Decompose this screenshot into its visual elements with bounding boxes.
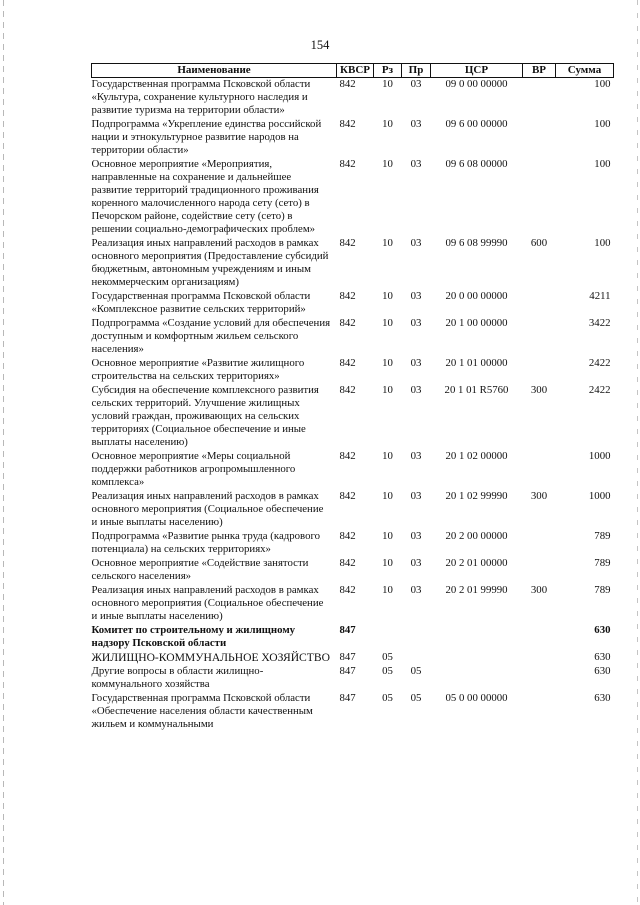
scan-edge-right: [637, 0, 638, 905]
row-kvsr: 842: [339, 557, 356, 569]
row-vr: [523, 651, 556, 665]
row-sum: 100: [594, 118, 611, 130]
row-rz: 10: [382, 490, 393, 502]
table-row: [92, 450, 614, 490]
row-pr: 03: [410, 290, 422, 302]
row-sum: 4211: [589, 290, 611, 302]
table-row: [92, 490, 614, 530]
row-kvsr: 842: [339, 384, 356, 396]
row-rz: 10: [382, 118, 393, 130]
row-csr: 05 0 00 00000: [445, 692, 508, 704]
budget-table: [91, 63, 614, 732]
row-rz: 05: [382, 651, 393, 663]
row-vr: [523, 665, 556, 692]
scan-edge-left: [3, 0, 4, 905]
row-pr: 03: [410, 557, 422, 569]
row-sum: 1000: [588, 450, 611, 462]
header-name: Наименование: [92, 64, 337, 78]
row-name: Подпрограмма «Развитие рынка труда (кадрового потенциала) на сельских территориях»: [91, 530, 321, 555]
row-sum: 630: [594, 624, 611, 636]
header-rz: Рз: [374, 64, 402, 78]
table-row: [92, 651, 614, 665]
row-sum: 100: [594, 237, 611, 249]
row-csr: 20 2 01 99990: [445, 584, 508, 596]
row-kvsr: 847: [339, 692, 356, 704]
row-name: Реализация иных направлений расходов в рамках основного мероприятия (Социальное обеспечение и иные выплаты населению): [91, 584, 324, 622]
row-rz: 10: [382, 557, 393, 569]
row-name: Государственная программа Псковской области «Обеспечение населения области качественным жильем и коммунальными: [91, 692, 313, 730]
row-name: Основное мероприятие «Меры социальной поддержки работников агропромышленного комплекса»: [91, 450, 296, 488]
row-kvsr: 847: [339, 651, 356, 663]
row-name: Основное мероприятие «Содействие занятости сельского населения»: [91, 557, 309, 582]
header-sum: Сумма: [556, 64, 614, 78]
row-kvsr: 842: [339, 290, 356, 302]
row-sum: 789: [594, 557, 611, 569]
table-row: [92, 384, 614, 450]
row-csr: 09 6 08 99990: [445, 237, 508, 249]
table-row: [92, 78, 614, 119]
row-pr: 03: [410, 584, 422, 596]
row-vr: [523, 530, 556, 557]
row-rz: 10: [382, 78, 393, 90]
table-row: [92, 158, 614, 237]
row-name: Основное мероприятие «Развитие жилищного строительства на сельских территориях»: [91, 357, 305, 382]
row-kvsr: 842: [339, 530, 356, 542]
row-name: Другие вопросы в области жилищно-коммунального хозяйства: [91, 665, 264, 690]
row-csr: 20 1 02 00000: [445, 450, 508, 462]
row-kvsr: 842: [339, 78, 356, 90]
table-row: [92, 665, 614, 692]
row-kvsr: 842: [339, 357, 356, 369]
row-rz: 10: [382, 317, 393, 329]
row-rz: 10: [382, 158, 393, 170]
table-row: [92, 692, 614, 732]
row-csr: 09 6 00 00000: [445, 118, 508, 130]
table-row: [92, 290, 614, 317]
row-sum: 100: [594, 78, 611, 90]
row-pr: 03: [410, 118, 422, 130]
row-pr: [402, 651, 431, 665]
row-csr: 20 0 00 00000: [445, 290, 508, 302]
row-sum: 630: [594, 692, 611, 704]
table-row: [92, 584, 614, 624]
row-pr: 03: [410, 237, 422, 249]
row-sum: 2422: [588, 384, 611, 396]
row-name: Комитет по строительному и жилищному надзору Псковской области: [91, 624, 296, 649]
row-vr: [523, 158, 556, 237]
row-kvsr: 842: [339, 450, 356, 462]
row-sum: 1000: [588, 490, 611, 502]
row-pr: 03: [410, 490, 422, 502]
row-vr: [523, 624, 556, 651]
row-pr: 03: [410, 158, 422, 170]
row-vr: [523, 290, 556, 317]
row-name: Подпрограмма «Укрепление единства российской нации и этнокультурное развитие народов на территории области»: [91, 118, 322, 156]
row-pr: 05: [410, 665, 422, 677]
row-pr: [402, 624, 431, 651]
row-rz: 10: [382, 237, 393, 249]
row-rz: 10: [382, 357, 393, 369]
row-kvsr: 842: [339, 490, 356, 502]
row-sum: 630: [594, 665, 611, 677]
row-csr: 09 6 08 00000: [445, 158, 508, 170]
row-pr: 03: [410, 450, 422, 462]
row-kvsr: 842: [339, 118, 356, 130]
row-sum: 3422: [588, 317, 611, 329]
row-kvsr: 842: [339, 317, 356, 329]
row-csr: [431, 665, 523, 692]
row-vr: [523, 692, 556, 732]
row-vr: [523, 317, 556, 357]
row-vr: 600: [530, 237, 548, 249]
header-pr: Пр: [402, 64, 431, 78]
row-sum: 789: [594, 584, 611, 596]
row-rz: 10: [382, 384, 393, 396]
row-sum: 789: [594, 530, 611, 542]
row-name: Субсидия на обеспечение комплексного развития сельских территорий. Улучшение жилищных условий граждан, проживающих на сельских территориях (Социальное обеспечение и иные выплаты населению): [91, 384, 319, 448]
row-rz: 10: [382, 450, 393, 462]
row-rz: 10: [382, 290, 393, 302]
row-kvsr: 842: [339, 237, 356, 249]
row-pr: 03: [410, 317, 422, 329]
row-csr: 20 2 00 00000: [445, 530, 508, 542]
row-csr: 20 1 00 00000: [445, 317, 508, 329]
table-row: [92, 317, 614, 357]
row-sum: 630: [594, 651, 611, 663]
row-rz: [374, 624, 402, 651]
row-vr: [523, 78, 556, 119]
row-name: Основное мероприятие «Мероприятия, направленные на сохранение и дальнейшее развитие территорий традиционного проживания коренного малочисленного народа сету (сето) в Печорском районе, содействие сету (сето) в решении социально-демографических проблем»: [91, 158, 319, 235]
row-csr: 20 1 02 99990: [445, 490, 508, 502]
row-name: ЖИЛИЩНО-КОММУНАЛЬНОЕ ХОЗЯЙСТВО: [91, 651, 330, 664]
header-kvsr: КВСР: [337, 64, 374, 78]
row-vr: 300: [530, 584, 548, 596]
table-row: [92, 357, 614, 384]
row-name: Подпрограмма «Создание условий для обеспечения доступным и комфортным жильем сельского населения»: [91, 317, 331, 355]
row-vr: 300: [530, 384, 548, 396]
table-row: [92, 530, 614, 557]
row-rz: 05: [382, 665, 393, 677]
row-kvsr: 847: [339, 624, 356, 636]
table-header-row: [92, 64, 614, 78]
row-vr: [523, 357, 556, 384]
header-vr: ВР: [523, 64, 556, 78]
row-kvsr: 847: [339, 665, 356, 677]
row-csr: [431, 651, 523, 665]
row-csr: 20 1 01 00000: [445, 357, 508, 369]
row-vr: [523, 450, 556, 490]
row-rz: 10: [382, 530, 393, 542]
row-rz: 05: [382, 692, 393, 704]
row-csr: 20 2 01 00000: [445, 557, 508, 569]
row-pr: 03: [410, 78, 422, 90]
row-vr: 300: [530, 490, 548, 502]
row-sum: 100: [594, 158, 611, 170]
table-row: [92, 237, 614, 290]
row-sum: 2422: [588, 357, 611, 369]
row-vr: [523, 118, 556, 158]
table-row: [92, 624, 614, 651]
row-kvsr: 842: [339, 584, 356, 596]
header-csr: ЦСР: [431, 64, 523, 78]
row-rz: 10: [382, 584, 393, 596]
row-pr: 05: [410, 692, 422, 704]
row-pr: 03: [410, 384, 422, 396]
row-name: Государственная программа Псковской области «Культура, сохранение культурного наследия и развитие туризма на территории области»: [91, 78, 311, 116]
row-vr: [523, 557, 556, 584]
page-number: 154: [310, 38, 330, 52]
table-row: [92, 118, 614, 158]
table-row: [92, 557, 614, 584]
row-pr: 03: [410, 530, 422, 542]
row-pr: 03: [410, 357, 422, 369]
row-csr: 20 1 01 R5760: [444, 384, 509, 396]
row-csr: 09 0 00 00000: [445, 78, 508, 90]
row-kvsr: 842: [339, 158, 356, 170]
row-name: Реализация иных направлений расходов в рамках основного мероприятия (Социальное обеспечение и иные выплаты населению): [91, 490, 324, 528]
row-name: Государственная программа Псковской области «Комплексное развитие сельских территорий»: [91, 290, 311, 315]
row-name: Реализация иных направлений расходов в рамках основного мероприятия (Предоставление субсидий бюджетным, автономным учреждениям и иным некоммерческим организациям): [91, 237, 329, 288]
row-csr: [431, 624, 523, 651]
